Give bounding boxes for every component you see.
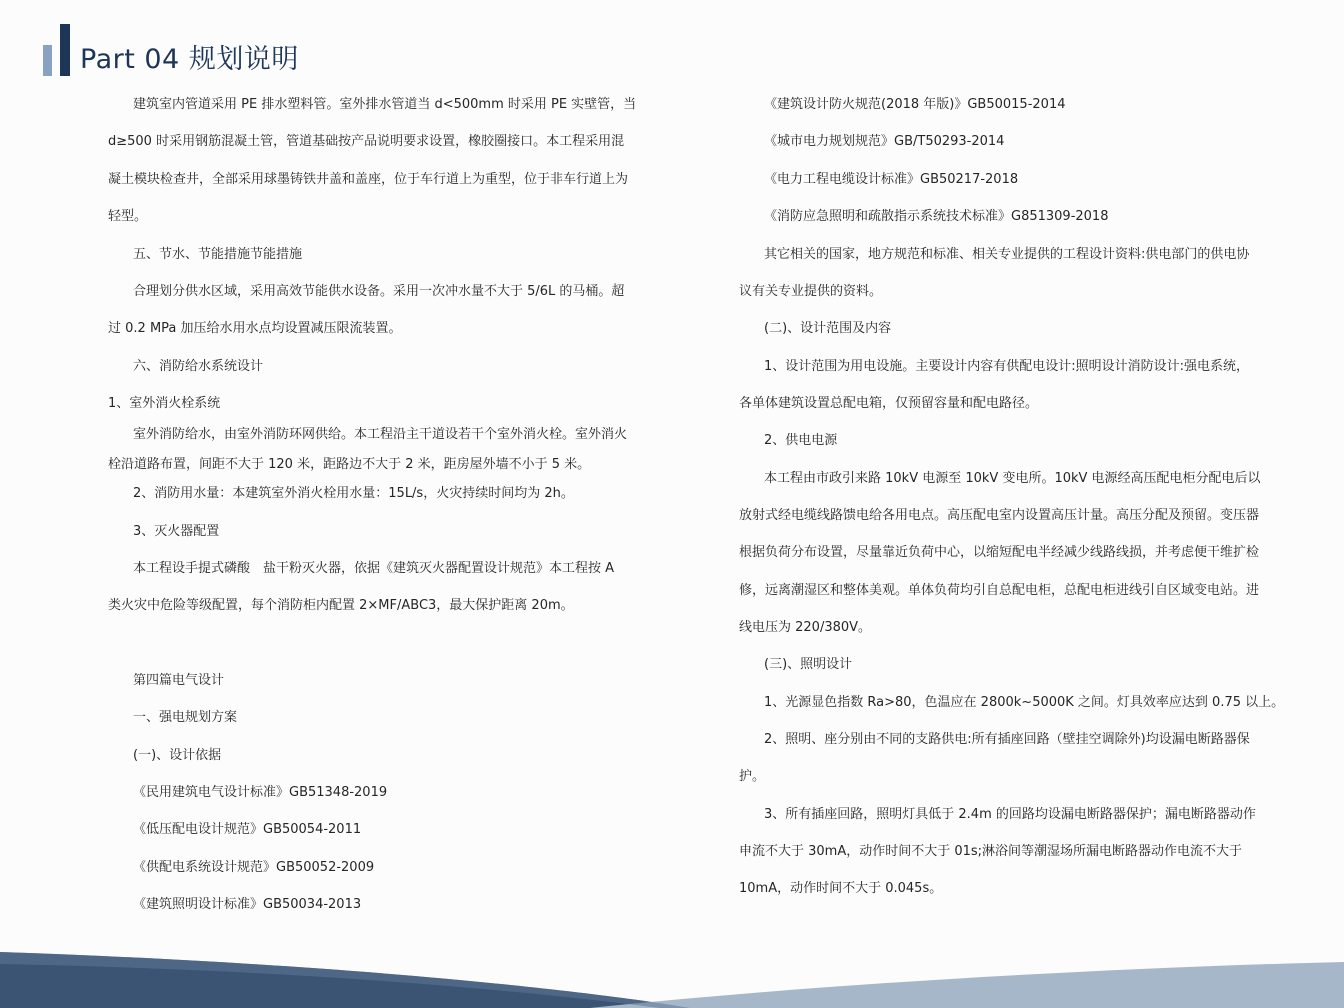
standard-reference: 《供配电系统设计规范》GB50052-2009 bbox=[133, 860, 375, 875]
standard-reference: 《建筑照明设计标准》GB50034-2013 bbox=[133, 897, 362, 912]
footer-wave-decoration bbox=[0, 940, 1344, 1008]
text-line: 修，远离潮湿区和整体美观。单体负荷均引自总配电柜，总配电柜进线引自区域变电站。进 bbox=[739, 583, 1260, 598]
accent-bar-light bbox=[43, 45, 52, 76]
text-line: 3、所有插座回路，照明灯具低于 2.4m 的回路均设漏电断路器保护；漏电断路器动作 bbox=[764, 807, 1256, 822]
text-line: 10mA，动作时间不大于 0.045s。 bbox=[739, 881, 943, 896]
text-line: 护。 bbox=[739, 769, 766, 784]
section-heading: 六、消防给水系统设计 bbox=[133, 359, 264, 374]
text-line: 放射式经电缆线路馈电给各用电点。高压配电室内设置高压计量。高压分配及预留。变压器 bbox=[739, 508, 1260, 523]
standard-reference: 《电力工程电缆设计标准》GB50217-2018 bbox=[764, 172, 1019, 187]
subsection-heading: 3、灭火器配置 bbox=[133, 524, 220, 539]
text-line: 本工程设手提式磷酸 盐干粉灭火器，依据《建筑灭火器配置设计规范》本工程按 A bbox=[133, 561, 615, 576]
subsection-heading: (一)、设计依据 bbox=[133, 748, 222, 763]
subsection-heading: (三)、照明设计 bbox=[764, 657, 853, 672]
section-heading: 一、强电规划方案 bbox=[133, 710, 238, 725]
text-line: 轻型。 bbox=[108, 209, 148, 224]
footer-wave-light bbox=[590, 962, 1344, 1008]
text-line: 合理划分供水区域，采用高效节能供水设备。采用一次冲水量不大于 5/6L 的马桶。超 bbox=[133, 284, 625, 299]
text-line: 其它相关的国家，地方规范和标准、相关专业提供的工程设计资料:供电部门的供电协 bbox=[764, 247, 1250, 262]
text-line: 建筑室内管道采用 PE 排水塑料管。室外排水管道当 d<500mm 时采用 PE 实壁管，当 bbox=[133, 97, 637, 112]
page-title: Part 04 规划说明 bbox=[80, 44, 299, 75]
text-line: 根据负荷分布设置，尽量靠近负荷中心，以缩短配电半经减少线路线损，并考虑便干维扩检 bbox=[739, 545, 1260, 560]
text-line: 室外消防给水，由室外消防环网供给。本工程沿主干道设若干个室外消火栓。室外消火 bbox=[133, 427, 628, 442]
text-line: 类火灾中危险等级配置，每个消防柜内配置 2×MF/ABC3，最大保护距离 20m。 bbox=[108, 598, 574, 613]
text-line: 线电压为 220/380V。 bbox=[739, 620, 872, 635]
accent-bar-dark bbox=[60, 24, 70, 76]
standard-reference: 《低压配电设计规范》GB50054-2011 bbox=[133, 822, 362, 837]
chapter-heading: 第四篇电气设计 bbox=[133, 673, 225, 688]
text-line: 各单体建筑设置总配电箱，仅预留容量和配电路径。 bbox=[739, 396, 1039, 411]
text-line: 本工程由市政引来路 10kV 电源至 10kV 变电所。10kV 电源经高压配电柜分配电后以 bbox=[764, 471, 1261, 486]
subsection-heading: (二)、设计范围及内容 bbox=[764, 321, 892, 336]
text-line: 2、照明、座分别由不同的支路供电:所有插座回路（壁挂空调除外)均设漏电断路器保 bbox=[764, 732, 1250, 747]
text-line: 申流不大于 30mA，动作时间不大于 01s;淋浴间等潮湿场所漏电断路器动作电流不大于 bbox=[739, 844, 1243, 859]
subsection-heading: 1、室外消火栓系统 bbox=[108, 396, 221, 411]
standard-reference: 《消防应急照明和疏散指示系统技术标准》G851309-2018 bbox=[764, 209, 1109, 224]
text-line: 凝土模块检查井，全部采用球墨铸铁井盖和盖座，位于车行道上为重型，位于非车行道上为 bbox=[108, 172, 629, 187]
text-line: d≥500 时采用钢筋混凝土管，管道基础按产品说明要求设置，橡胶圈接口。本工程采用混 bbox=[108, 134, 625, 149]
text-line: 1、光源显色指数 Ra>80，色温应在 2800k~5000K 之间。灯具效率应达到 0.75 以上。 bbox=[764, 695, 1285, 710]
text-line: 2、消防用水量：本建筑室外消火栓用水量：15L/s，火灾持续时间均为 2h。 bbox=[133, 486, 574, 501]
text-line: 议有关专业提供的资料。 bbox=[739, 284, 883, 299]
subsection-heading: 2、供电电源 bbox=[764, 433, 838, 448]
standard-reference: 《城市电力规划规范》GB/T50293-2014 bbox=[764, 134, 1005, 149]
standard-reference: 《建筑设计防火规范(2018 年版)》GB50015-2014 bbox=[764, 97, 1066, 112]
section-heading: 五、节水、节能措施节能措施 bbox=[133, 247, 303, 262]
text-line: 过 0.2 MPa 加压给水用水点均设置减压限流装置。 bbox=[108, 321, 402, 336]
text-line: 栓沿道路布置，间距不大于 120 米，距路边不大于 2 米，距房屋外墙不小于 5 米。 bbox=[108, 457, 591, 472]
text-line: 1、设计范围为用电设施。主要设计内容有供配电设计:照明设计消防设计:强电系统， bbox=[764, 359, 1250, 374]
standard-reference: 《民用建筑电气设计标准》GB51348-2019 bbox=[133, 785, 388, 800]
